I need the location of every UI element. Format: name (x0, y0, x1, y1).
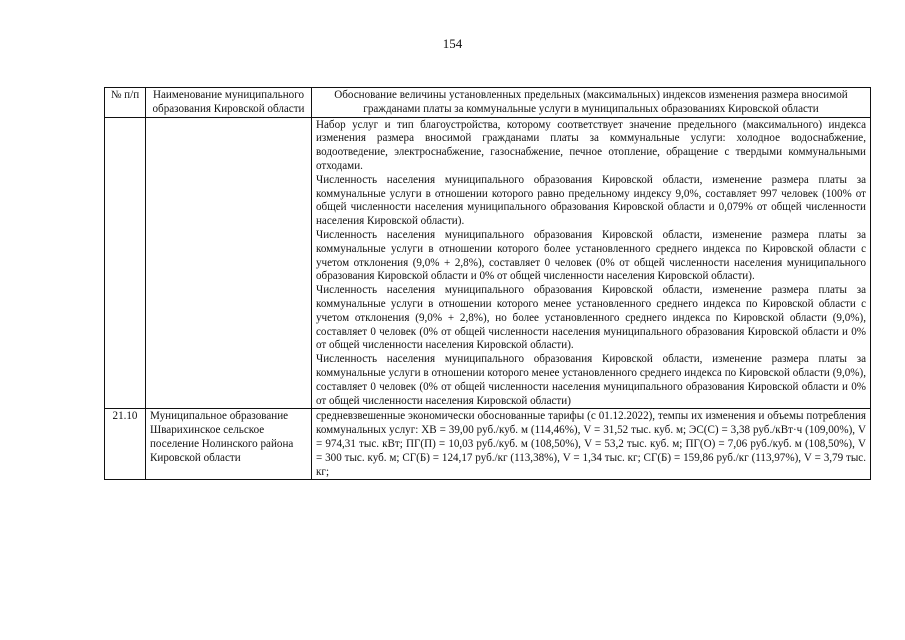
header-justification: Обоснование величины установленных предельных (максимальных) индексов изменения размера вносимой гражданами платы за коммунальные услуги в муниципальных образованиях Кировской области (312, 88, 871, 118)
table-row (105, 117, 871, 409)
table-header-row (105, 88, 871, 118)
row-justification (312, 409, 871, 480)
header-municipality: Наименование муниципального образования Кировской области (146, 88, 312, 118)
row-municipality: Муниципальное образование Шварихинское сельское поселение Нолинского района Кировской области (146, 409, 312, 480)
justification-paragraph: Численность населения муниципального образования Кировской области, изменение размера платы за коммунальные услуги в отношении которого равно предельному индексу 9,0%, составляет 997 человек (100% от общей численности населения муниципального образования Кировской области и 0,079% от общей численности населения Кировской области). (316, 173, 866, 228)
table-row (105, 409, 871, 480)
row-number (105, 117, 146, 409)
row-municipality (146, 117, 312, 409)
justification-paragraph: Численность населения муниципального образования Кировской области, изменение размера платы за коммунальные услуги в отношении которого более установленного среднего индекса по Кировской области с учетом отклонения (9,0% + 2,8%), составляет 0 человек (0% от общей численности населения муниципального образования Кировской области и 0% от общей численности населения Кировской области). (316, 228, 866, 283)
page-number: 154 (442, 36, 463, 51)
header-number: № п/п (105, 88, 146, 118)
index-justification-table (104, 87, 871, 480)
row-justification (312, 117, 871, 409)
justification-paragraph: Численность населения муниципального образования Кировской области, изменение размера платы за коммунальные услуги в отношении которого менее установленного среднего индекса по Кировской области (9,0%), составляет 0 человек (0% от общей численности населения муниципального образования Кировской области и 0% от общей численности населения Кировской области) (316, 353, 866, 407)
justification-paragraph: Набор услуг и тип благоустройства, которому соответствует значение предельного (максимального) индекса изменения размера вносимой гражданами платы за коммунальные услуги: холодное водоснабжение, водоотведение, электроснабжение, газоснабжение, печное отопление, обращение с твердыми коммунальными отходами. (316, 118, 866, 172)
justification-paragraph: Численность населения муниципального образования Кировской области, изменение размера платы за коммунальные услуги в отношении которого менее установленного среднего индекса по Кировской области с учетом отклонения (9,0% + 2,8%), но более установленного среднего индекса по Кировской области (9,0%), составляет 0 человек (0% от общей численности населения муниципального образования Кировской области и 0% от общей численности населения Кировской области). (316, 284, 866, 352)
justification-paragraph: средневзвешенные экономически обоснованные тарифы (с 01.12.2022), темпы их изменения и объемы потребления коммунальных услуг: ХВ = 39,00 руб./куб. м (114,46%), V = 31,52 тыс. куб. м; ЭС(С) = 3,38 руб./кВт·ч (109,00%), V = 974,31 тыс. кВт; ПГ(П) = 10,03 руб./куб. м (108,50%), V = 53,2 тыс. куб. м; ПГ(О) = 7,06 руб./куб. м (108,50%), V = 300 тыс. куб. м; СГ(Б) = 124,17 руб./кг (113,38%), V = 1,34 тыс. кг; СГ(Б) = 159,86 руб./кг (113,97%), V = 3,79 тыс. кг; (316, 410, 866, 478)
row-number: 21.10 (105, 409, 146, 480)
